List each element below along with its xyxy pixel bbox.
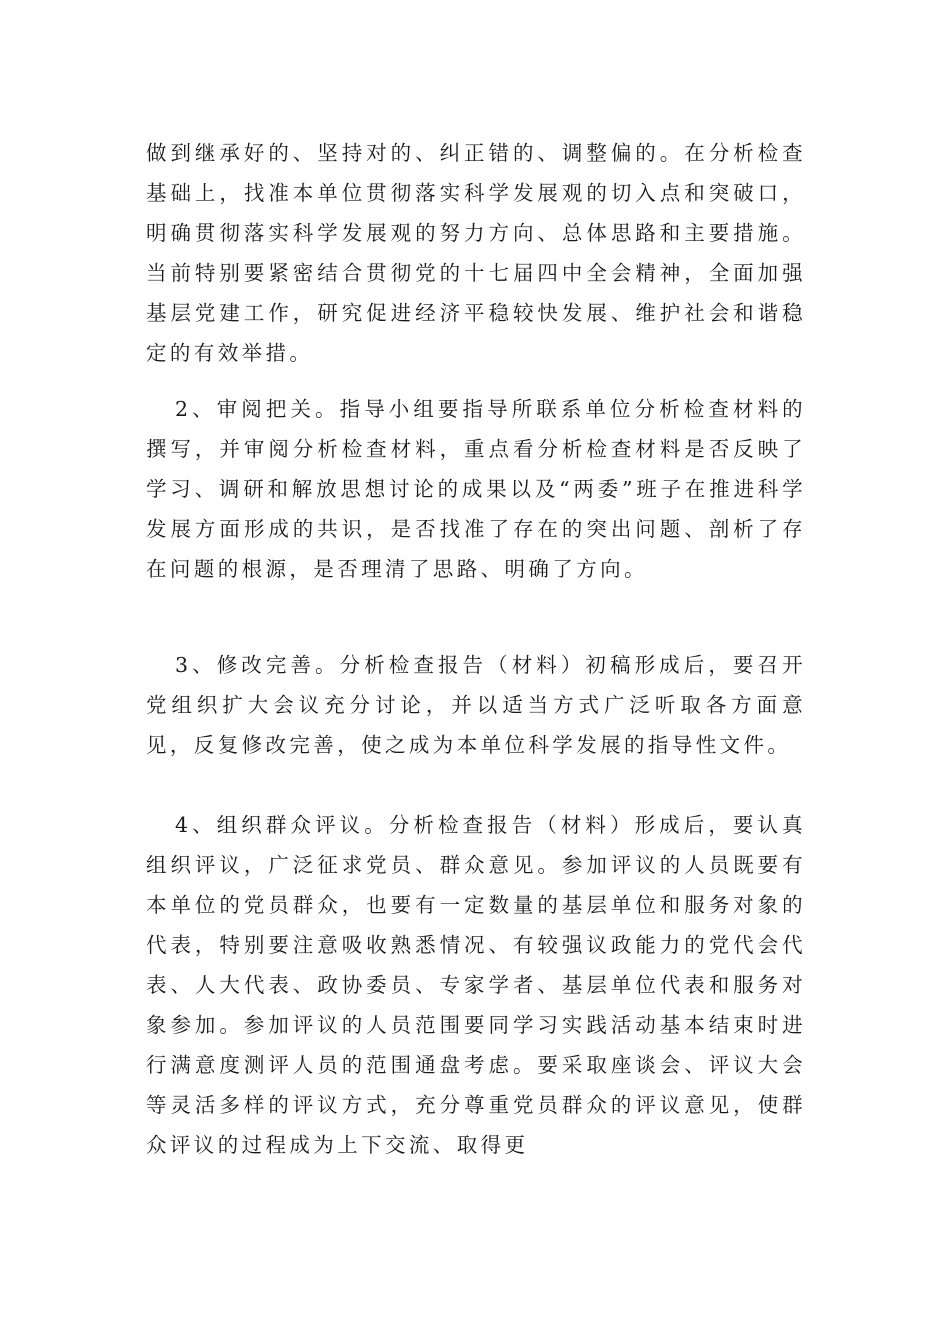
paragraph-review-check bbox=[146, 389, 806, 589]
paragraph-revise-improve bbox=[146, 645, 806, 765]
paragraph-text: 2、审阅把关。指导小组要指导所联系单位分析检查材料的撰写，并审阅分析检查材料，重点看分析检查材料是否反映了学习、调研和解放思想讨论的成果以及“两委”班子在推进科学发展方面形成的共识，是否找准了存在的突出问题、剖析了存在问题的根源，是否理清了思路、明确了方向。 bbox=[146, 397, 806, 581]
paragraph-public-evaluation bbox=[146, 805, 806, 1165]
paragraph-text: 4、组织群众评议。分析检查报告（材料）形成后，要认真组织评议，广泛征求党员、群众意见。参加评议的人员既要有本单位的党员群众，也要有一定数量的基层单位和服务对象的代表，特别要注意吸收熟悉情况、有较强议政能力的党代会代表、人大代表、政协委员、专家学者、基层单位代表和服务对象参加。参加评议的人员范围要同学习实践活动基本结束时进行满意度测评人员的范围通盘考虑。要采取座谈会、评议大会等灵活多样的评议方式，充分尊重党员群众的评议意见，使群众评议的过程成为上下交流、取得更 bbox=[146, 813, 806, 1157]
paragraph-text: 3、修改完善。分析检查报告（材料）初稿形成后，要召开党组织扩大会议充分讨论，并以适当方式广泛听取各方面意见，反复修改完善，使之成为本单位科学发展的指导性文件。 bbox=[146, 653, 806, 757]
paragraph-continuation bbox=[146, 133, 806, 373]
paragraph-text: 做到继承好的、坚持对的、纠正错的、调整偏的。在分析检查基础上，找准本单位贯彻落实科学发展观的切入点和突破口，明确贯彻落实科学发展观的努力方向、总体思路和主要措施。当前特别要紧密结合贯彻党的十七届四中全会精神，全面加强基层党建工作，研究促进经济平稳较快发展、维护社会和谐稳定的有效举措。 bbox=[146, 141, 806, 365]
